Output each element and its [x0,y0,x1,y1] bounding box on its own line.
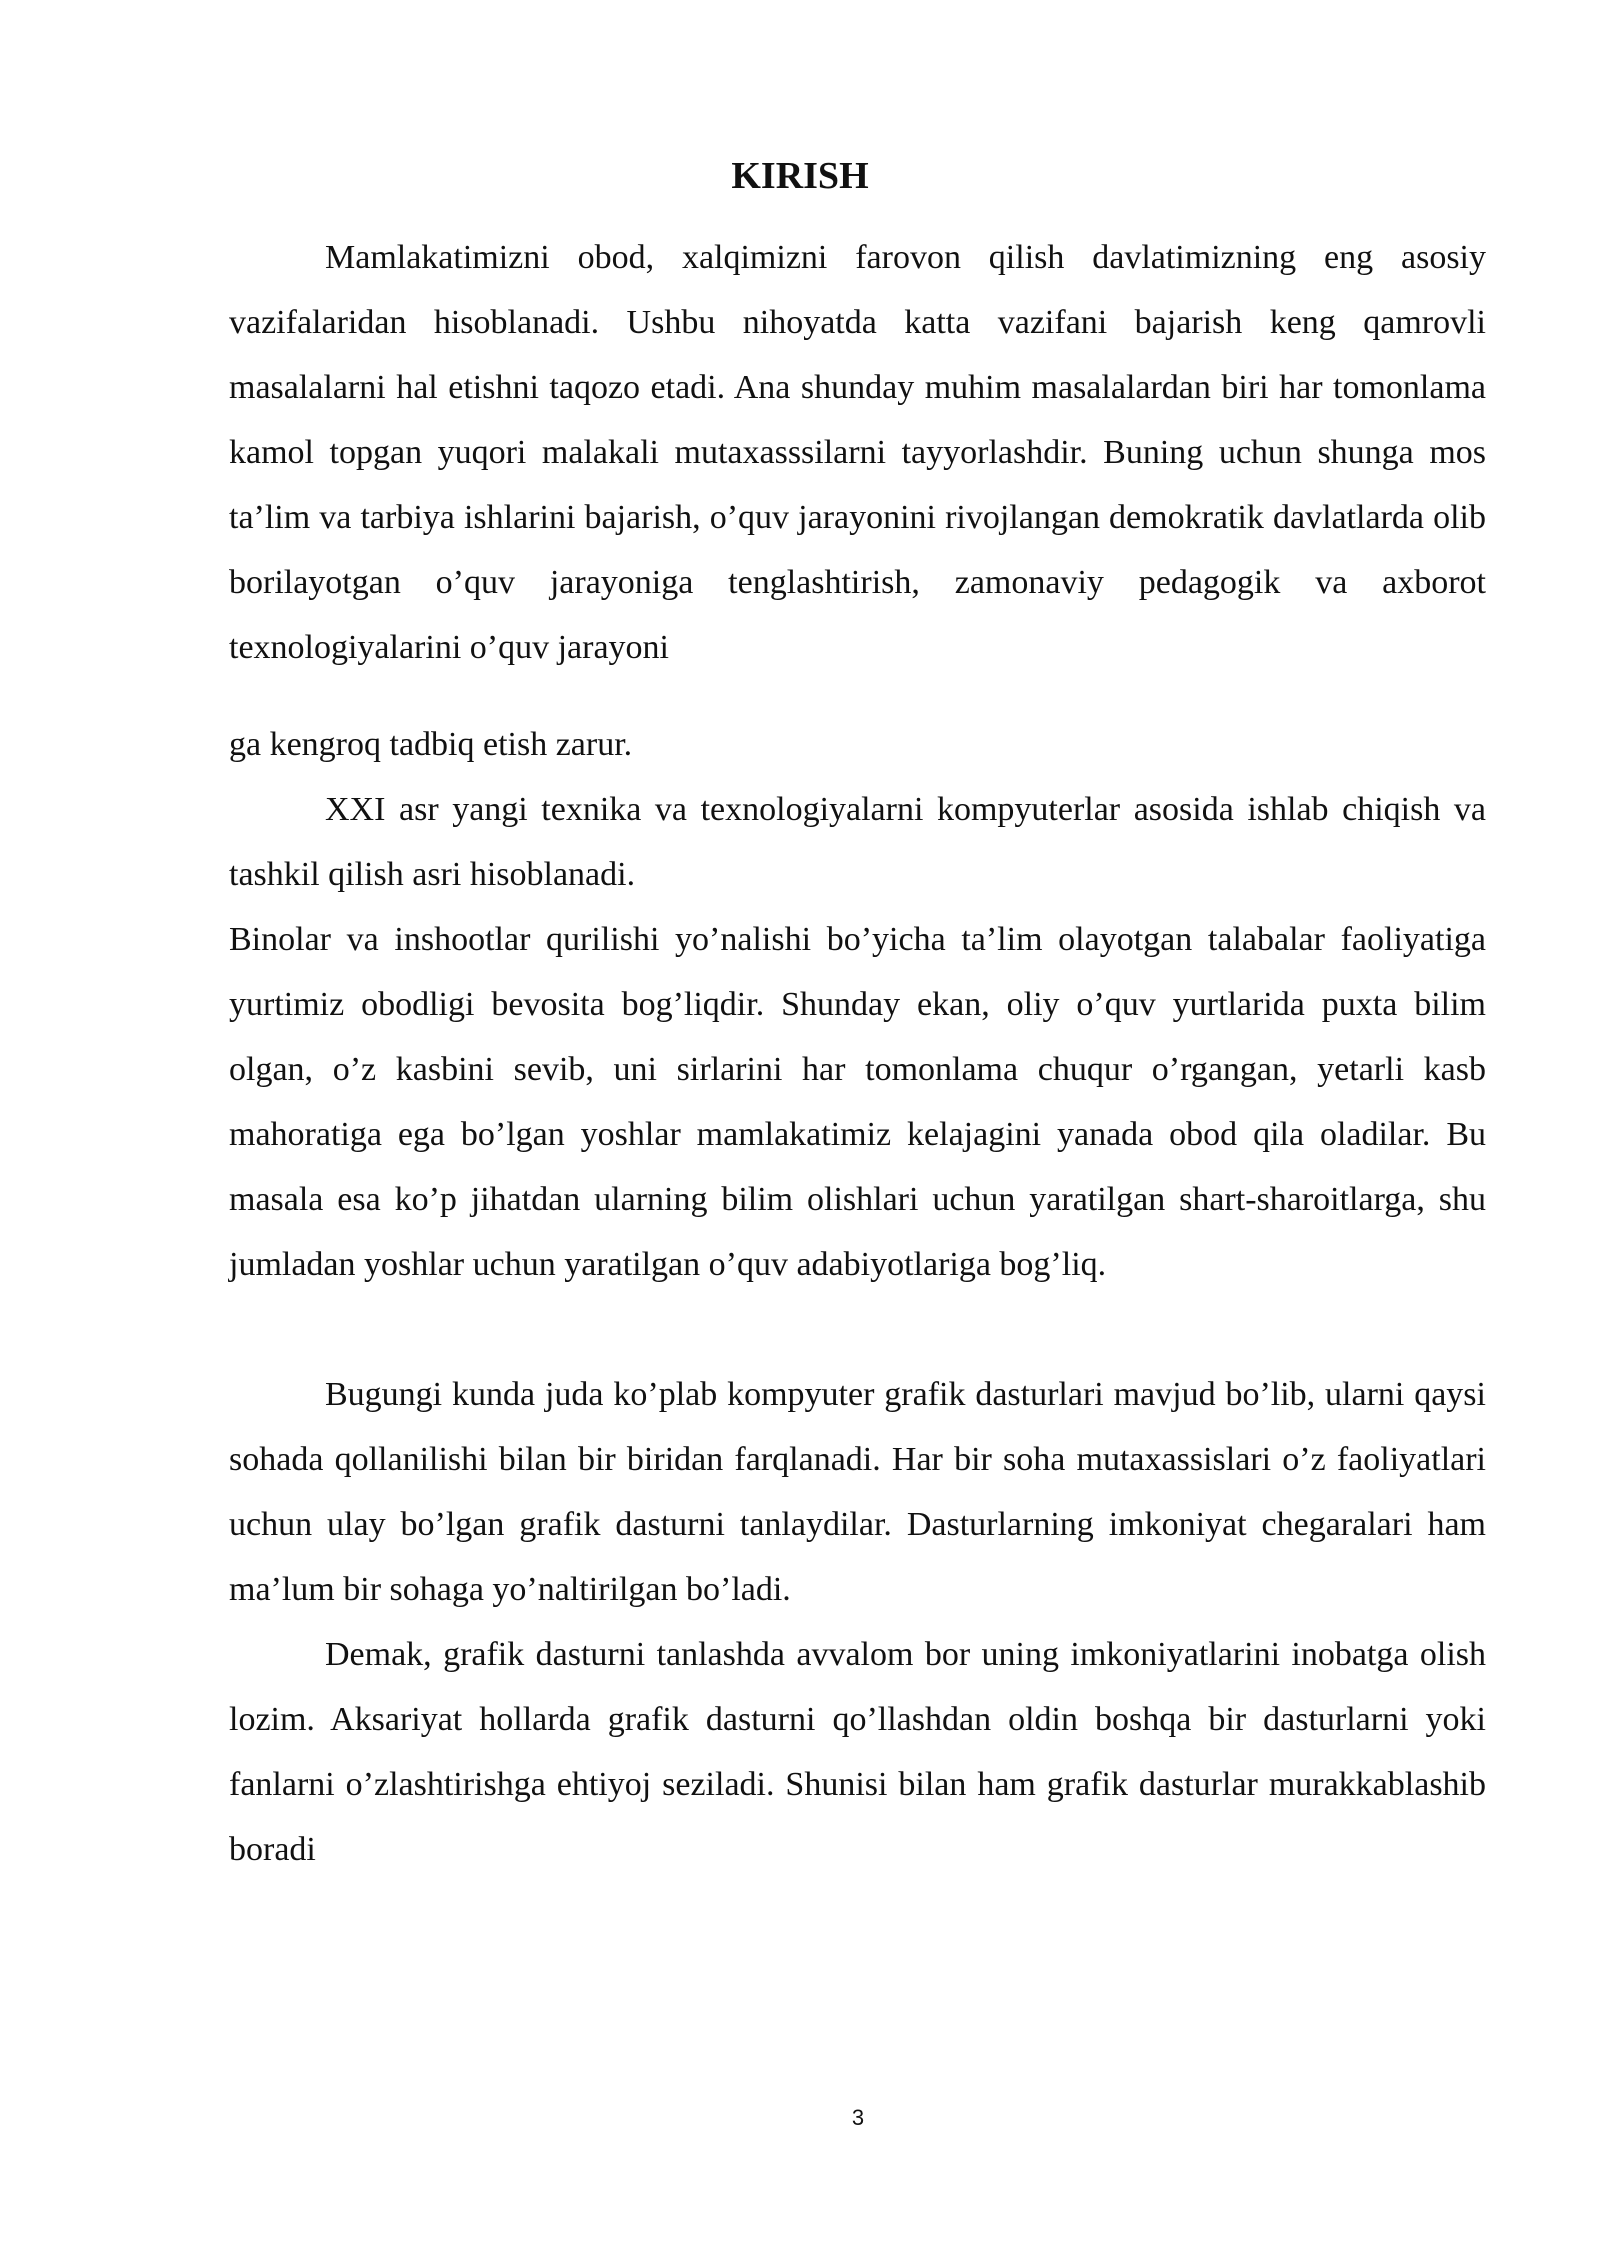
page-number: 3 [851,2105,865,2130]
paragraph-3: XXI asr yangi texnika va texnologiyalarni kompyuterlar asosida ishlab chiqish va tashkil qilish asri hisoblanadi. [229,791,1486,893]
page-title: KIRISH [731,155,869,197]
paragraph-4: Binolar va inshootlar qurilishi yo’nalishi bo’yicha ta’lim olayotgan talabalar faoliyatiga yurtimiz obodligi bevosita bog’liqdir. Shunday ekan, oliy o’quv yurtlarida puxta bilim olgan, o’z kasbini sevib, uni sirlarini har tomonlama chuqur o’rgangan, yetarli kasb mahoratiga ega bo’lgan yoshlar mamlakatimiz kelajagini yanada obod qila oladilar. Bu masala esa ko’p jihatdan ularning bilim olishlari uchun yaratilgan shart-sharoitlarga, shu jumladan yoshlar uchun yaratilgan o’quv adabiyotlariga bog’liq. [229,921,1486,1283]
paragraph-5: Bugungi kunda juda ko’plab kompyuter grafik dasturlari mavjud bo’lib, ularni qaysi sohada qollanilishi bilan bir biridan farqlanadi. Har bir soha mutaxassislari o’z faoliyatlari uchun ulay bo’lgan grafik dasturni tanlaydilar. Dasturlarning imkoniyat chegaralari ham ma’lum bir sohaga yo’naltirilgan bo’ladi. [229,1376,1486,1608]
paragraph-6: Demak, grafik dasturni tanlashda avvalom bor uning imkoniyatlarini inobatga olish lozim. Aksariyat hollarda grafik dasturni qo’llashdan oldin boshqa bir dasturlarni yoki fanlarni o’zlashtirishga ehtiyoj seziladi. Shunisi bilan ham grafik dasturlar murakkablashib boradi [229,1636,1486,1868]
paragraph-2: ga kengroq tadbiq etish zarur. [229,726,633,763]
paragraph-1: Mamlakatimizni obod, xalqimizni farovon qilish davlatimizning eng asosiy vazifalaridan hisoblanadi. Ushbu nihoyatda katta vazifani bajarish keng qamrovli masalalarni hal etishni taqozo etadi. Ana shunday muhim masalalardan biri har tomonlama kamol topgan yuqori malakali mutaxasssilarni tayyorlashdir. Buning uchun shunga mos ta’lim va tarbiya ishlarini bajarish, o’quv jarayonini rivojlangan demokratik davlatlarda olib borilayotgan o’quv jarayoniga tenglashtirish, zamonaviy pedagogik va axborot texnologiyalarini o’quv jarayoni [229,239,1486,666]
